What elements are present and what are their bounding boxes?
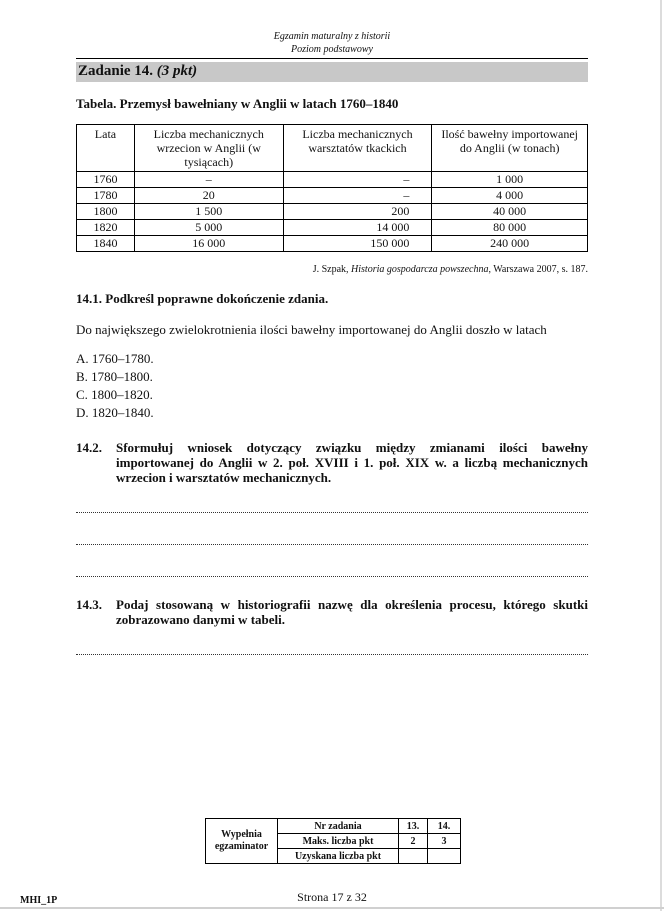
obtained-points-label: Uzyskana liczba pkt <box>278 849 399 864</box>
answer-option-d[interactable]: D. 1820–1840. <box>76 405 154 420</box>
table-row <box>77 236 588 252</box>
max-points-13: 2 <box>399 834 428 849</box>
task-label: Zadanie 14. <box>78 63 154 79</box>
cell-cotton: 240 000 <box>432 236 588 252</box>
table-row <box>77 204 588 220</box>
page-number: Strona 17 z 32 <box>297 890 367 904</box>
header-spindles: Liczba mechanicznych wrzecion w Anglii (w tysiącach) <box>134 125 283 172</box>
question-14-1-text: Do największego zwielokrotnienia ilości bawełny importowanej do Anglii doszło w latach <box>76 322 547 337</box>
header-level: Poziom podstawowy <box>291 44 373 55</box>
task-number-label: Nr zadania <box>278 819 399 834</box>
cell-cotton: 40 000 <box>432 204 588 220</box>
cell-spindles: 5 000 <box>134 220 283 236</box>
question-14-2 <box>76 440 588 486</box>
cell-spindles: – <box>134 172 283 188</box>
task-heading-bar <box>76 62 588 82</box>
question-14-3 <box>76 597 588 629</box>
question-14-2-text: Sformułuj wniosek dotyczący związku między zmianami ilości bawełny importowanej do Anglii w 2. poł. XVIII i 1. poł. XIX w. a liczbą mechanicznych wrzecion i warsztatów mechanicznych. <box>116 440 588 485</box>
cell-spindles: 1 500 <box>134 204 283 220</box>
examiner-label: Wypełnia egzaminator <box>206 819 278 864</box>
obtained-points-14[interactable] <box>428 849 461 864</box>
answer-line-14-3[interactable] <box>76 654 588 655</box>
task-number-13: 13. <box>399 819 428 834</box>
examiner-score-table <box>205 818 461 864</box>
cotton-industry-table <box>76 124 588 252</box>
question-14-3-text: Podaj stosowaną w historiografii nazwę dla określenia procesu, którego skutki zobrazowano danymi w tabeli. <box>116 597 588 627</box>
header-exam-title: Egzamin maturalny z historii <box>273 31 391 42</box>
cell-year: 1800 <box>77 204 135 220</box>
source-details: , Warszawa 2007, s. 187. <box>488 264 588 275</box>
question-14-1-heading: 14.1. Podkreśl poprawne dokończenie zdania. <box>76 291 329 306</box>
answer-option-a[interactable]: A. 1760–1780. <box>76 351 154 366</box>
max-points-14: 3 <box>428 834 461 849</box>
header-rule <box>76 58 588 59</box>
cell-year: 1840 <box>77 236 135 252</box>
source-title: Historia gospodarcza powszechna <box>351 264 489 275</box>
max-points-label: Maks. liczba pkt <box>278 834 399 849</box>
page-edge-bottom <box>0 907 664 909</box>
cell-looms: 14 000 <box>283 220 432 236</box>
answer-option-b[interactable]: B. 1780–1800. <box>76 369 153 384</box>
cell-cotton: 80 000 <box>432 220 588 236</box>
cell-year: 1820 <box>77 220 135 236</box>
score-row-task-number <box>206 819 461 834</box>
cell-looms: – <box>283 188 432 204</box>
table-row <box>77 220 588 236</box>
question-14-3-number: 14.3. <box>76 597 102 612</box>
header-cotton-import: Ilość bawełny importowanej do Anglii (w tonach) <box>432 125 588 172</box>
answer-line-14-2-3[interactable] <box>76 576 588 577</box>
table-row <box>77 172 588 188</box>
header-looms: Liczba mechanicznych warsztatów tkackich <box>283 125 432 172</box>
exam-code: MHI_1P <box>20 895 58 906</box>
question-14-2-number: 14.2. <box>76 440 102 455</box>
task-heading <box>78 63 197 80</box>
answer-option-c[interactable]: C. 1800–1820. <box>76 387 153 402</box>
cell-year: 1780 <box>77 188 135 204</box>
answer-line-14-2-1[interactable] <box>76 512 588 513</box>
source-author: J. Szpak, <box>312 264 352 275</box>
cell-cotton: 1 000 <box>432 172 588 188</box>
cell-spindles: 20 <box>134 188 283 204</box>
cell-spindles: 16 000 <box>134 236 283 252</box>
cell-looms: – <box>283 172 432 188</box>
page-edge-right <box>660 0 662 911</box>
page-header <box>76 30 588 56</box>
table-row <box>77 188 588 204</box>
cell-year: 1760 <box>77 172 135 188</box>
answer-line-14-2-2[interactable] <box>76 544 588 545</box>
task-points: (3 pkt) <box>156 63 198 79</box>
obtained-points-13[interactable] <box>399 849 428 864</box>
cell-looms: 150 000 <box>283 236 432 252</box>
table-source <box>76 264 588 275</box>
header-years: Lata <box>77 125 135 172</box>
table-header-row <box>77 125 588 172</box>
cell-cotton: 4 000 <box>432 188 588 204</box>
task-number-14: 14. <box>428 819 461 834</box>
table-title: Tabela. Przemysł bawełniany w Anglii w latach 1760–1840 <box>76 96 399 111</box>
cell-looms: 200 <box>283 204 432 220</box>
